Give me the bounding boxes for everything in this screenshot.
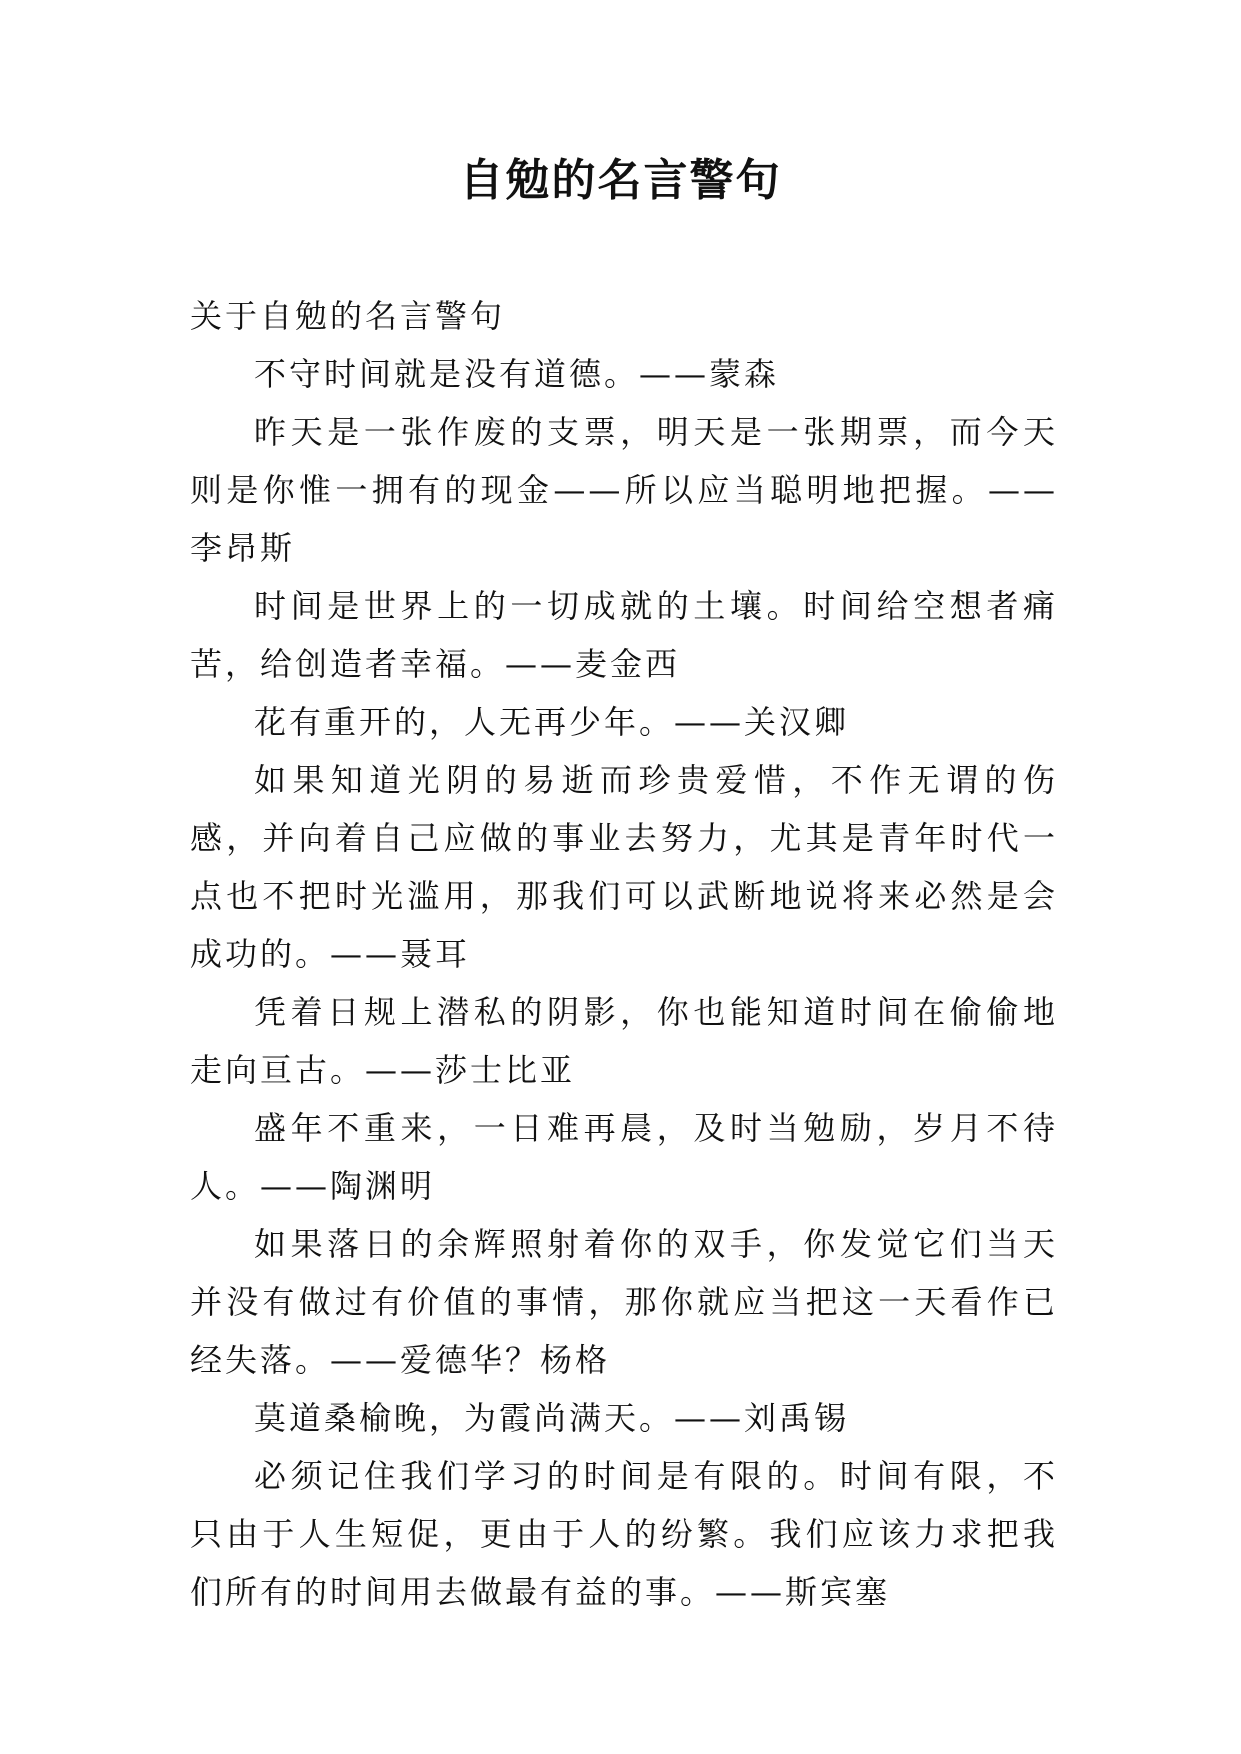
- quote-paragraph: 凭着日规上潜私的阴影，你也能知道时间在偷偷地走向亘古。——莎士比亚: [190, 993, 1058, 1089]
- quote-paragraph: 必须记住我们学习的时间是有限的。时间有限，不只由于人生短促，更由于人的纷繁。我们应该力求把我们所有的时间用去做最有益的事。——斯宾塞: [190, 1457, 1058, 1611]
- document-body: [190, 287, 1058, 1621]
- document-title: 自勉的名言警句: [459, 155, 782, 206]
- quote-paragraph: 盛年不重来，一日难再晨，及时当勉励，岁月不待人。——陶渊明: [190, 1109, 1058, 1205]
- quote-paragraph: 莫道桑榆晚，为霞尚满天。——刘禹锡: [254, 1399, 850, 1437]
- quote-paragraph: 花有重开的，人无再少年。——关汉卿: [254, 703, 850, 741]
- quote-paragraph: 昨天是一张作废的支票，明天是一张期票，而今天则是你惟一拥有的现金——所以应当聪明地把握。——李昂斯: [190, 413, 1058, 567]
- quote-paragraph: 不守时间就是没有道德。——蒙森: [254, 355, 780, 393]
- quote-paragraph: 时间是世界上的一切成就的土壤。时间给空想者痛苦，给创造者幸福。——麦金西: [190, 587, 1058, 683]
- intro-line: 关于自勉的名言警句: [190, 297, 506, 335]
- quote-paragraph: 如果落日的余辉照射着你的双手，你发觉它们当天并没有做过有价值的事情，那你就应当把这一天看作已经失落。——爱德华？杨格: [190, 1225, 1058, 1379]
- quote-paragraph: 如果知道光阴的易逝而珍贵爱惜，不作无谓的伤感，并向着自己应做的事业去努力，尤其是青年时代一点也不把时光滥用，那我们可以武断地说将来必然是会成功的。——聂耳: [190, 761, 1058, 973]
